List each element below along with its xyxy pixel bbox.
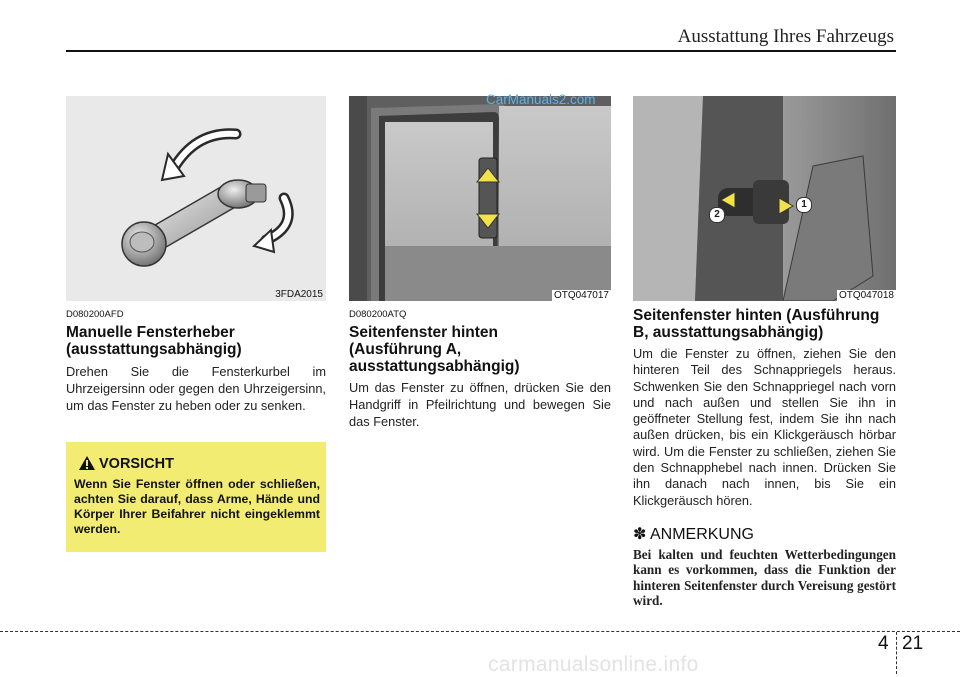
figure-code: OTQ047018 [838,290,894,301]
window-crank-illustration [66,96,326,301]
caution-text: Wenn Sie Fenster öffnen oder schließen, achten Sie darauf, dass Arme, Hände und Körper Ihrer Beifahrer nicht eingeklemmt werden. [74,477,320,536]
callout-2: 2 [709,207,725,223]
section-heading-rear-window-b: Seitenfenster hinten (Ausführung B, ausstattungsabhängig) [633,307,880,341]
page-chapter-number: 4 [878,633,889,654]
section-body-manual-windows: Drehen Sie die Fensterkurbel im Uhrzeigersinn oder gegen den Uhrzeigersinn, um das Fenster zu heben oder zu senken. [66,364,326,413]
figure-window-crank [66,96,326,301]
watermark-bottom: carmanualsonline.info [488,653,699,676]
header-rule [66,50,896,52]
caution-title: VORSICHT [99,456,174,472]
footer-rule [0,631,960,632]
section-code: D080200ATQ [349,309,407,320]
running-header-title: Ausstattung Ihres Fahrzeugs [677,26,894,47]
note-text: Bei kalten und feuchten Wetterbedingungen kann es vorkommen, dass die Funktion der hinteren Seitenfenster durch Vereisung gestört wird. [633,547,896,608]
footer-divider [896,632,897,674]
section-heading-manual-windows: Manuelle Fensterheber (ausstattungsabhängig) [66,324,242,358]
watermark-top: CarManuals2.com [486,92,596,107]
section-heading-rear-window-a: Seitenfenster hinten (Ausführung A, ausstattungsabhängig) [349,324,520,375]
callout-1: 1 [796,197,812,213]
rear-window-a-photo [349,96,611,301]
section-body-rear-window-a: Um das Fenster zu öffnen, drücken Sie den Handgriff in Pfeilrichtung und bewegen Sie das Fenster. [349,380,611,429]
page-number: 21 [902,633,924,654]
warning-triangle-icon [78,455,96,471]
note-title: ✽ ANMERKUNG [633,526,754,543]
figure-code: OTQ047017 [553,290,609,301]
figure-code: 3FDA2015 [275,289,323,300]
figure-rear-window-a [349,96,611,301]
section-body-rear-window-b: Um die Fenster zu öffnen, ziehen Sie den hinteren Teil des Schnappriegels heraus. Schwenken Sie den Schnappriegel nach vorn und nach außen und stellen Sie ihn in geöffneter Stellung fest, indem Sie ihn nach außen drücken, bis ein Klickgeräusch hörbar wird. Um die Fenster zu schließen, ziehen Sie den Schnapphebel nach innen. Drücken Sie ihn danach nach innen, bis Sie ein Klickgeräusch hören. [633,346,896,508]
rear-window-b-photo [633,96,896,301]
section-code: D080200AFD [66,309,124,320]
figure-rear-window-b [633,96,896,301]
